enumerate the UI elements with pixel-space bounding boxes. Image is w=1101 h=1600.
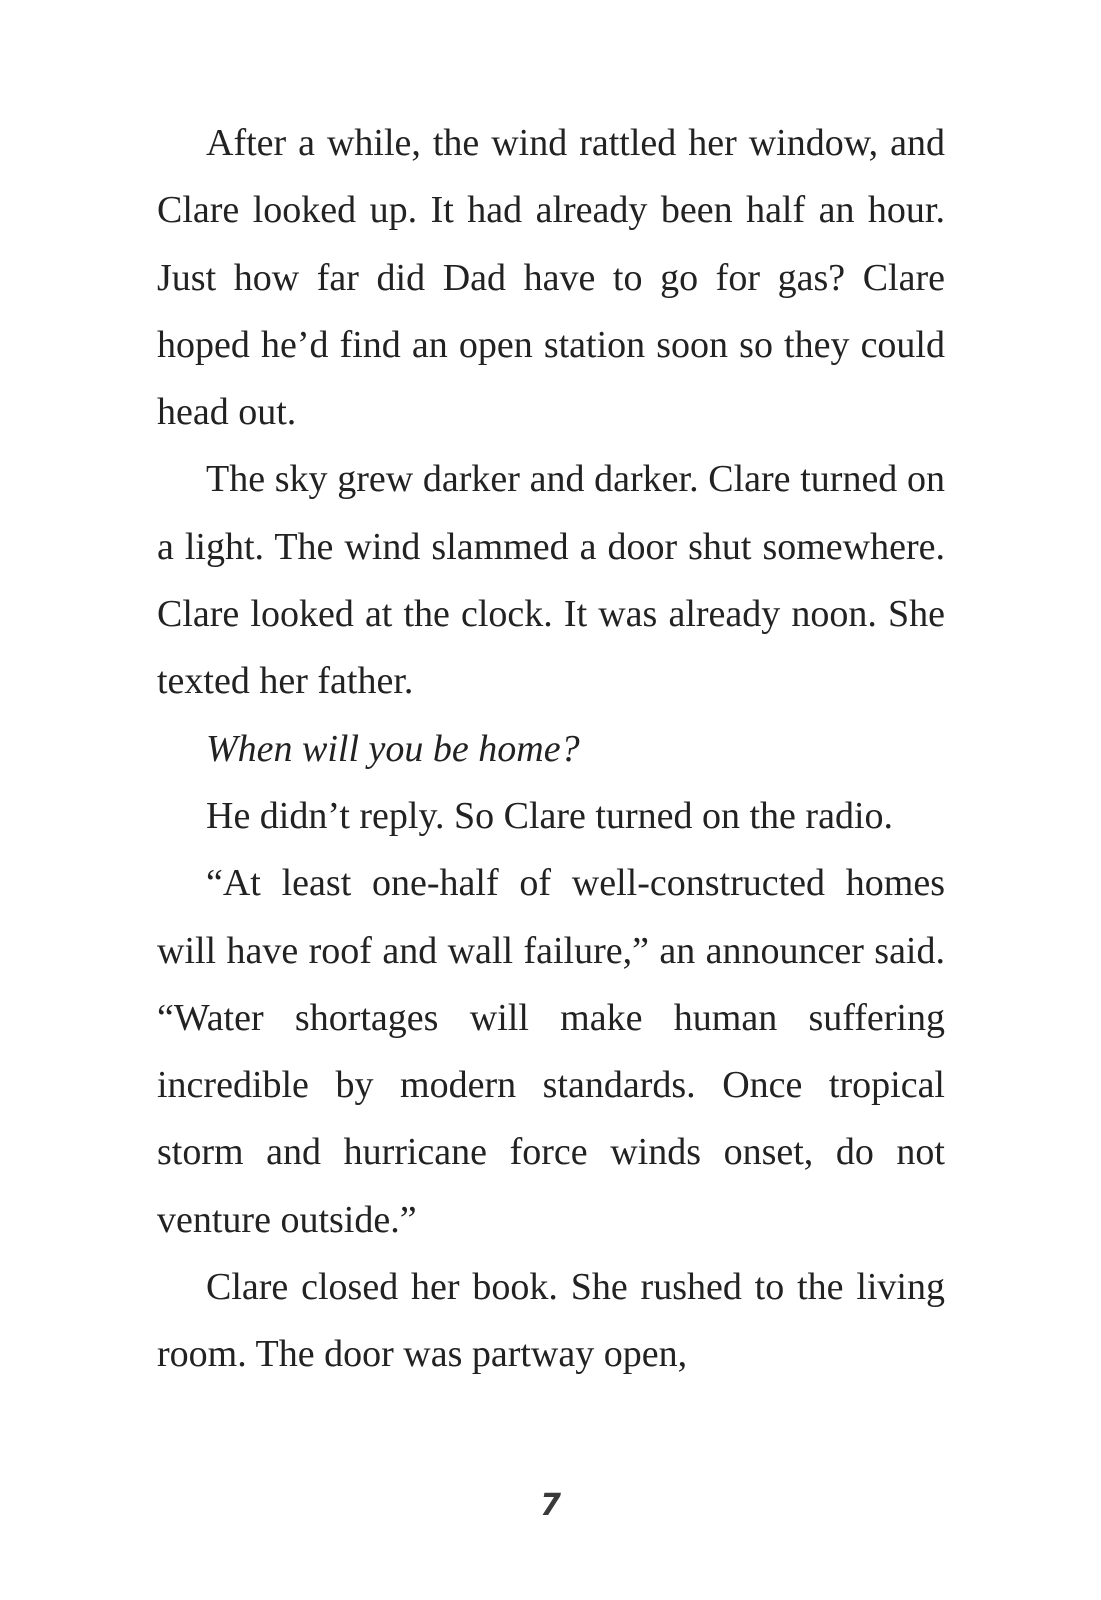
paragraph-2: The sky grew darker and darker. Clare turned on a light. The wind slammed a door shut somewhere. Clare looked at the clock. It was already noon. She texted her father. [157,458,945,703]
page-number: 7 [540,1488,561,1523]
paragraph-6: Clare closed her book. She rushed to the living room. The door was partway open, [157,1266,945,1376]
paragraph-4: He didn’t reply. So Clare turned on the radio. [206,794,894,837]
paragraph-5-radio-quote: “At least one-half of well-constructed homes will have roof and wall failure,” an announcer said. “Water shortages will make human suffering incredible by modern standards. Once tropical storm and hurricane force winds onset, do not venture outside.” [157,862,945,1241]
paragraph-1: After a while, the wind rattled her window, and Clare looked up. It had already been half an hour. Just how far did Dad have to go for gas? Clare hoped he’d find an open station soon so they could head out. [157,122,945,434]
body-text [157,110,945,1389]
paragraph-3-text-message: When will you be home? [206,727,580,770]
